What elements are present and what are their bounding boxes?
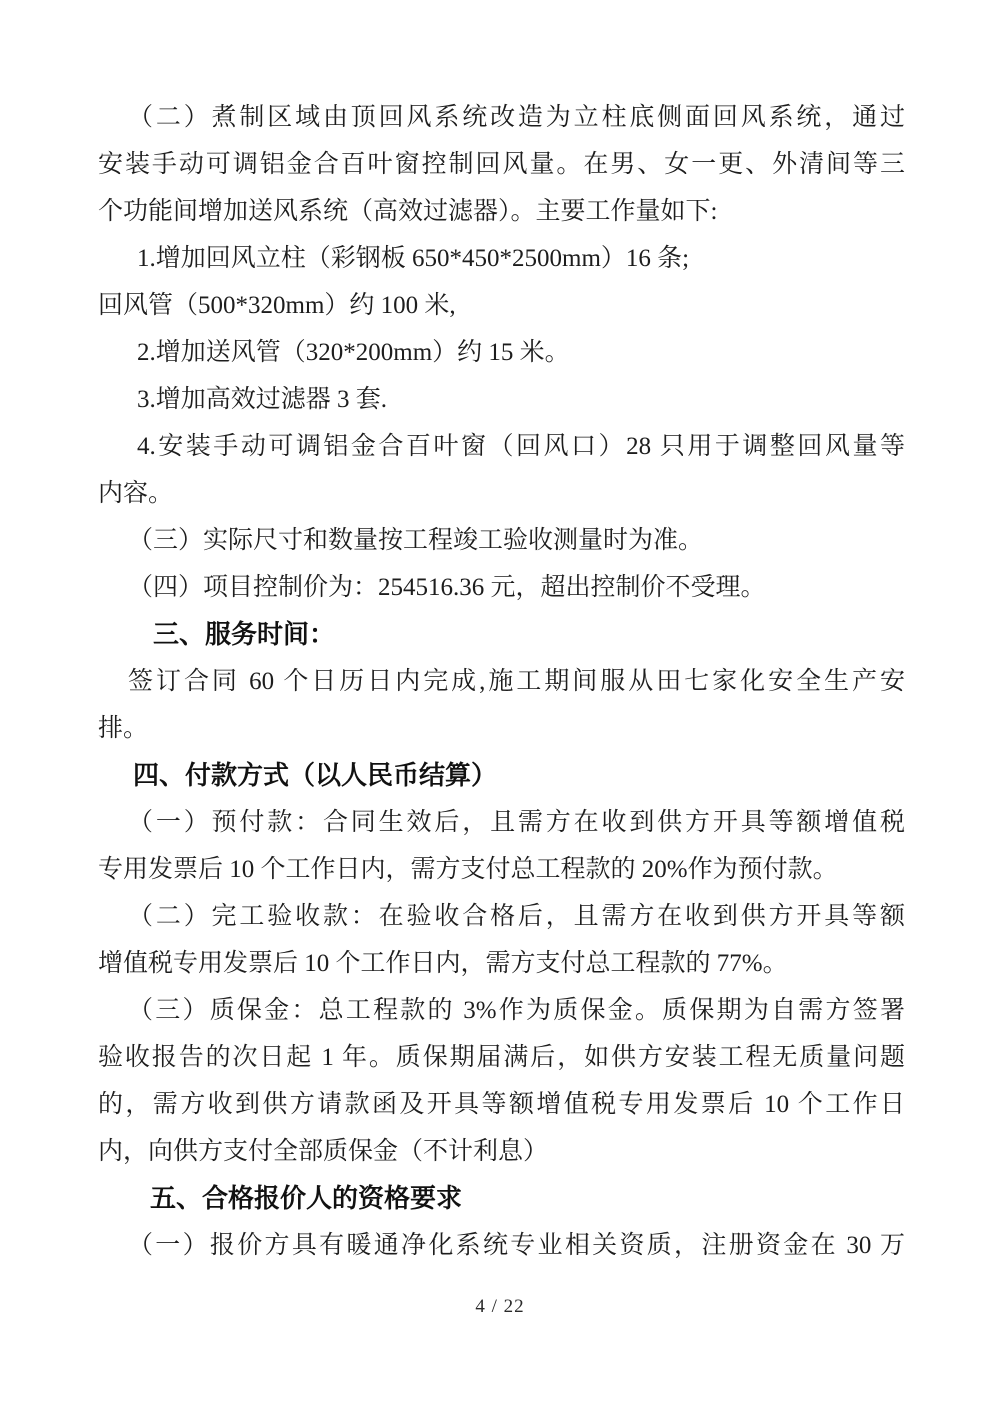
text-line: （二）完工验收款：在验收合格后，且需方在收到供方开具等额 — [128, 903, 905, 930]
text-line: （三）质保金：总工程款的 3%作为质保金。质保期为自需方签署 — [128, 997, 905, 1024]
section-heading: 五、合格报价人的资格要求 — [150, 1183, 463, 1213]
text-line: 安装手动可调铝金合百叶窗控制回风量。在男、女一更、外清间等三 — [98, 151, 905, 178]
document-body — [98, 94, 905, 1269]
text-line: 专用发票后 10 个工作日内，需方支付总工程款的 20%作为预付款。 — [98, 856, 838, 883]
text-line: 内，向供方支付全部质保金（不计利息） — [98, 1138, 549, 1165]
text-line: 3.增加高效过滤器 3 套. — [137, 386, 388, 413]
text-line: 2.增加送风管（320*200mm）约 15 米。 — [137, 339, 570, 366]
text-line: 1.增加回风立柱（彩钢板 650*450*2500mm）16 条; — [137, 245, 690, 272]
text-line: （三）实际尺寸和数量按工程竣工验收测量时为准。 — [128, 527, 704, 554]
section-heading: 三、服务时间： — [153, 619, 336, 649]
text-line: （一）预付款：合同生效后，且需方在收到供方开具等额增值税 — [128, 809, 905, 836]
section-heading: 四、付款方式（以人民币结算） — [133, 760, 498, 790]
text-line: 的，需方收到供方请款函及开具等额增值税专用发票后 10 个工作日 — [98, 1091, 905, 1118]
text-line: 增值税专用发票后 10 个工作日内，需方支付总工程款的 77%。 — [98, 950, 788, 977]
text-line: 签订合同 60 个日历日内完成,施工期间服从田七家化安全生产安 — [128, 668, 905, 695]
text-line: 个功能间增加送风系统（高效过滤器）。主要工作量如下: — [98, 198, 718, 225]
text-line: 内容。 — [98, 480, 174, 507]
page-number: 4 / 22 — [475, 1296, 525, 1317]
text-line: （二）煮制区域由顶回风系统改造为立柱底侧面回风系统，通过 — [128, 104, 905, 131]
text-line: （一）报价方具有暖通净化系统专业相关资质，注册资金在 30 万 — [128, 1232, 905, 1259]
text-line: 回风管（500*320mm）约 100 米, — [98, 292, 456, 319]
text-line: 4.安装手动可调铝金合百叶窗（回风口）28 只用于调整回风量等 — [137, 433, 905, 460]
text-line: 验收报告的次日起 1 年。质保期届满后，如供方安装工程无质量问题 — [98, 1044, 905, 1071]
text-line: （四）项目控制价为：254516.36 元，超出控制价不受理。 — [128, 574, 766, 601]
text-line: 排。 — [98, 715, 149, 742]
